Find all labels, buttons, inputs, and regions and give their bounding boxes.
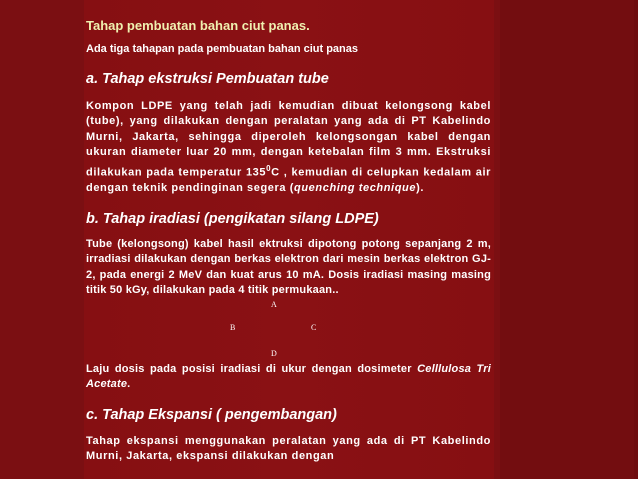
dose-rate-text (86, 362, 491, 393)
section-a-heading: a. Tahap ekstruksi Pembuatan tube (86, 71, 329, 87)
section-a-text-3: ). (416, 181, 424, 194)
section-a-italic-term: quenching technique (294, 181, 417, 194)
right-edge-strip (634, 0, 638, 479)
section-c-heading: c. Tahap Ekspansi ( pengembangan) (86, 407, 337, 423)
section-c-body: Tahap ekspansi menggunakan peralatan yang ada di PT Kabelindo Murni, Jakarta, ekspansi dilakukan dengan (86, 435, 491, 463)
point-c-label: C (311, 323, 317, 332)
dose-rate-end: . (127, 378, 131, 391)
point-a-label: A (271, 300, 277, 309)
right-margin-band (500, 0, 638, 479)
dose-rate-sentence: Laju dosis pada posisi iradiasi di ukur dengan dosimeter (86, 363, 418, 375)
dosimeter-name: Celllulosa Tri Acetate (86, 363, 491, 391)
section-a-text-2: C , kemudian di celupkan kedalam air dengan teknik pendinginan segera ( (86, 166, 492, 194)
point-d-label: D (271, 349, 277, 358)
degree-superscript: 0 (266, 163, 272, 173)
point-b-label: B (230, 323, 236, 332)
section-b-heading: b. Tahap iradiasi (pengikatan silang LDPE) (86, 211, 379, 227)
section-a-text-1: Kompon LDPE yang telah jadi kemudian dibuat kelongsong kabel (tube), yang dilakukan dengan peralatan yang ada di PT Kabelindo Murni, Jakarta, sehingga diperoleh kelongsongan kabel dengan ukuran diameter luar 20 mm, dengan ketebalan film 3 mm. Ekstruksi dilakukan pada temperatur 135 (86, 100, 491, 179)
slide-subtitle: Ada tiga tahapan pada pembuatan bahan ciut panas (86, 43, 358, 55)
section-a-body (86, 99, 491, 196)
section-b-body: Tube (kelongsong) kabel hasil ektruksi dipotong potong sepanjang 2 m, irradiasi dilakukan dengan berkas elektron dari mesin berkas elektron GJ-2, pada energi 2 MeV dan kuat arus 10 mA. Dosis iradiasi masing masing titik 50 kGy, dilakukan pada 4 titik permukaan.. (86, 238, 491, 297)
slide-title: Tahap pembuatan bahan ciut panas. (86, 18, 310, 33)
